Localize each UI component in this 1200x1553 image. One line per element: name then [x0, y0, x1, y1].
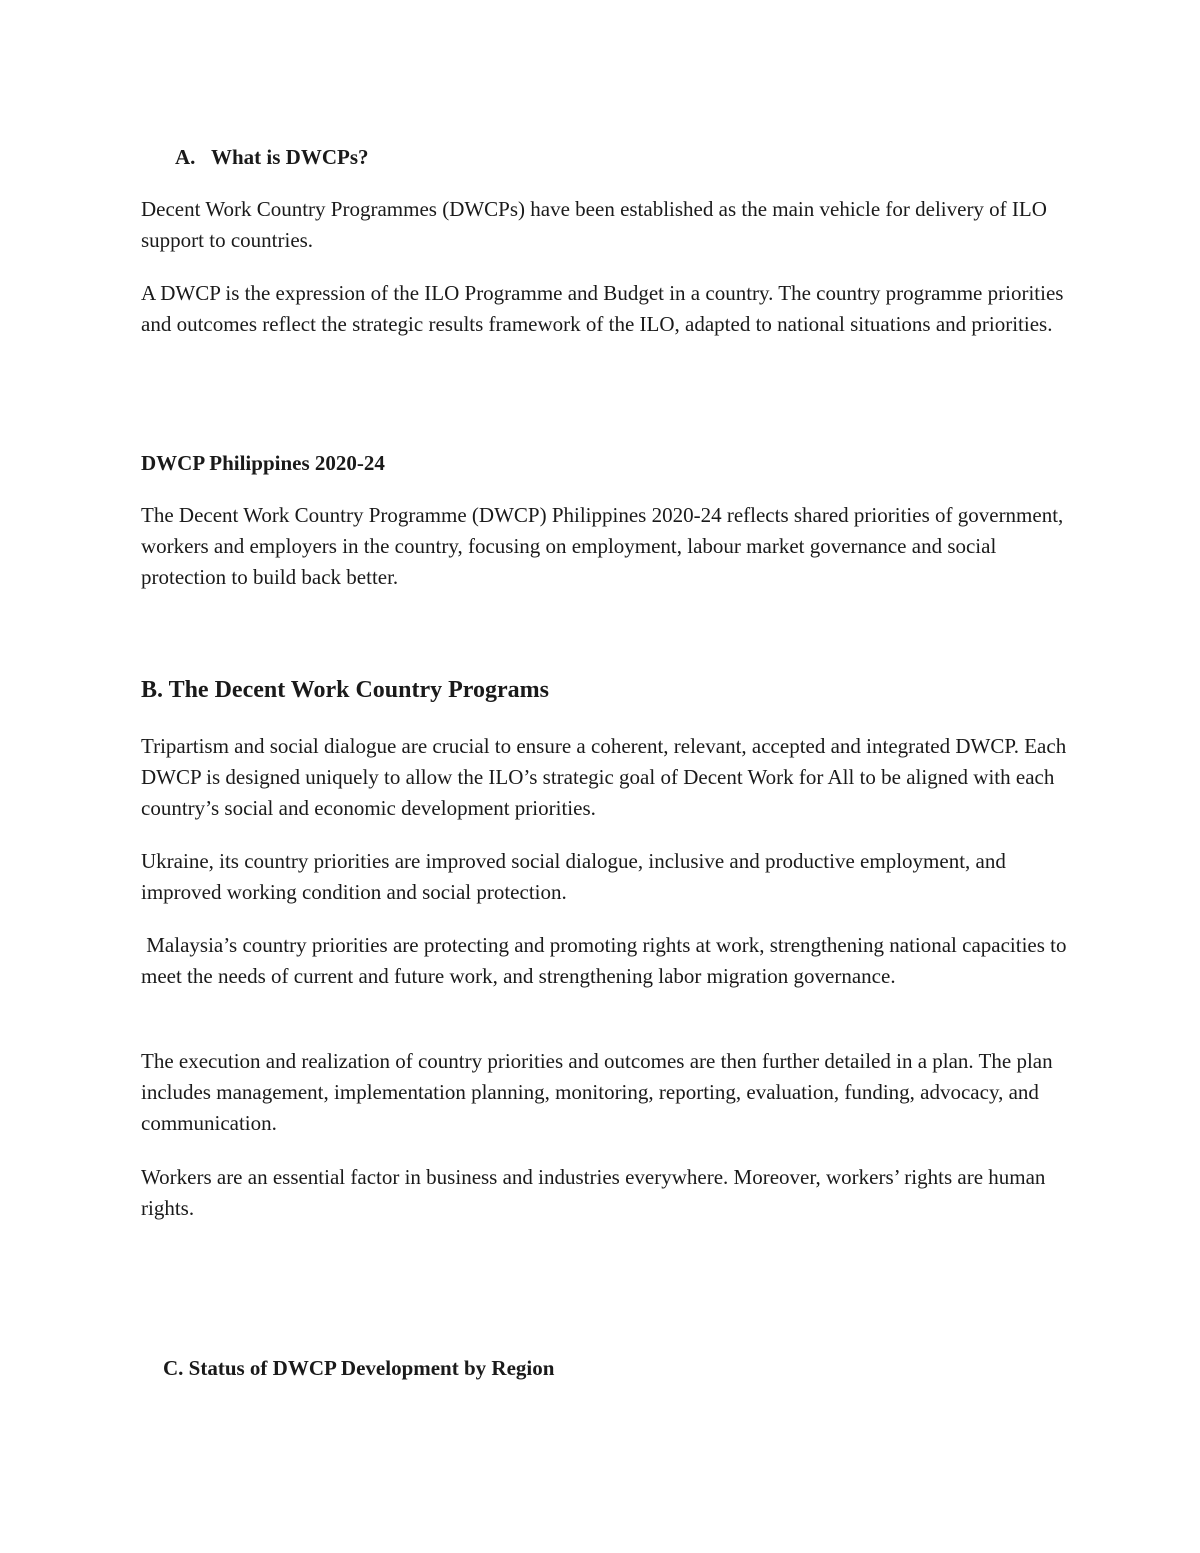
section-b-paragraph-ukraine: Ukraine, its country priorities are improved social dialogue, inclusive and productive employment, and improved working condition and social protection.	[141, 849, 1006, 904]
section-b-heading: B. The Decent Work Country Programs	[141, 677, 549, 703]
philippines-heading: DWCP Philippines 2020-24	[141, 451, 385, 475]
section-a-paragraph-2: A DWCP is the expression of the ILO Programme and Budget in a country. The country programme priorities and outcomes reflect the strategic results framework of the ILO, adapted to national situations and priorities.	[141, 281, 1064, 336]
section-a-paragraph-1: Decent Work Country Programmes (DWCPs) have been established as the main vehicle for delivery of ILO support to countries.	[141, 197, 1047, 252]
section-a-title: What is DWCPs?	[211, 145, 369, 169]
section-b-paragraph-1: Tripartism and social dialogue are crucial to ensure a coherent, relevant, accepted and integrated DWCP. Each DWCP is designed uniquely to allow the ILO’s strategic goal of Decent Work for All to be aligned with each country’s social and economic development priorities.	[141, 734, 1067, 820]
section-c-heading: C. Status of DWCP Development by Region	[163, 1356, 555, 1380]
section-b-paragraph-malaysia: Malaysia’s country priorities are protecting and promoting rights at work, strengthening national capacities to meet the needs of current and future work, and strengthening labor migration governance.	[141, 933, 1072, 988]
philippines-paragraph: The Decent Work Country Programme (DWCP) Philippines 2020-24 reflects shared priorities of government, workers and employers in the country, focusing on employment, labour market governance and social protection to build back better.	[141, 503, 1064, 589]
section-a-marker: A.	[175, 145, 196, 169]
section-a-heading	[175, 142, 1105, 173]
section-b-paragraph-workers: Workers are an essential factor in business and industries everywhere. Moreover, workers’ rights are human rights.	[141, 1165, 1046, 1220]
section-b-paragraph-execution: The execution and realization of country priorities and outcomes are then further detailed in a plan. The plan includes management, implementation planning, monitoring, reporting, evaluation, funding, advocacy, and communication.	[141, 1049, 1053, 1135]
